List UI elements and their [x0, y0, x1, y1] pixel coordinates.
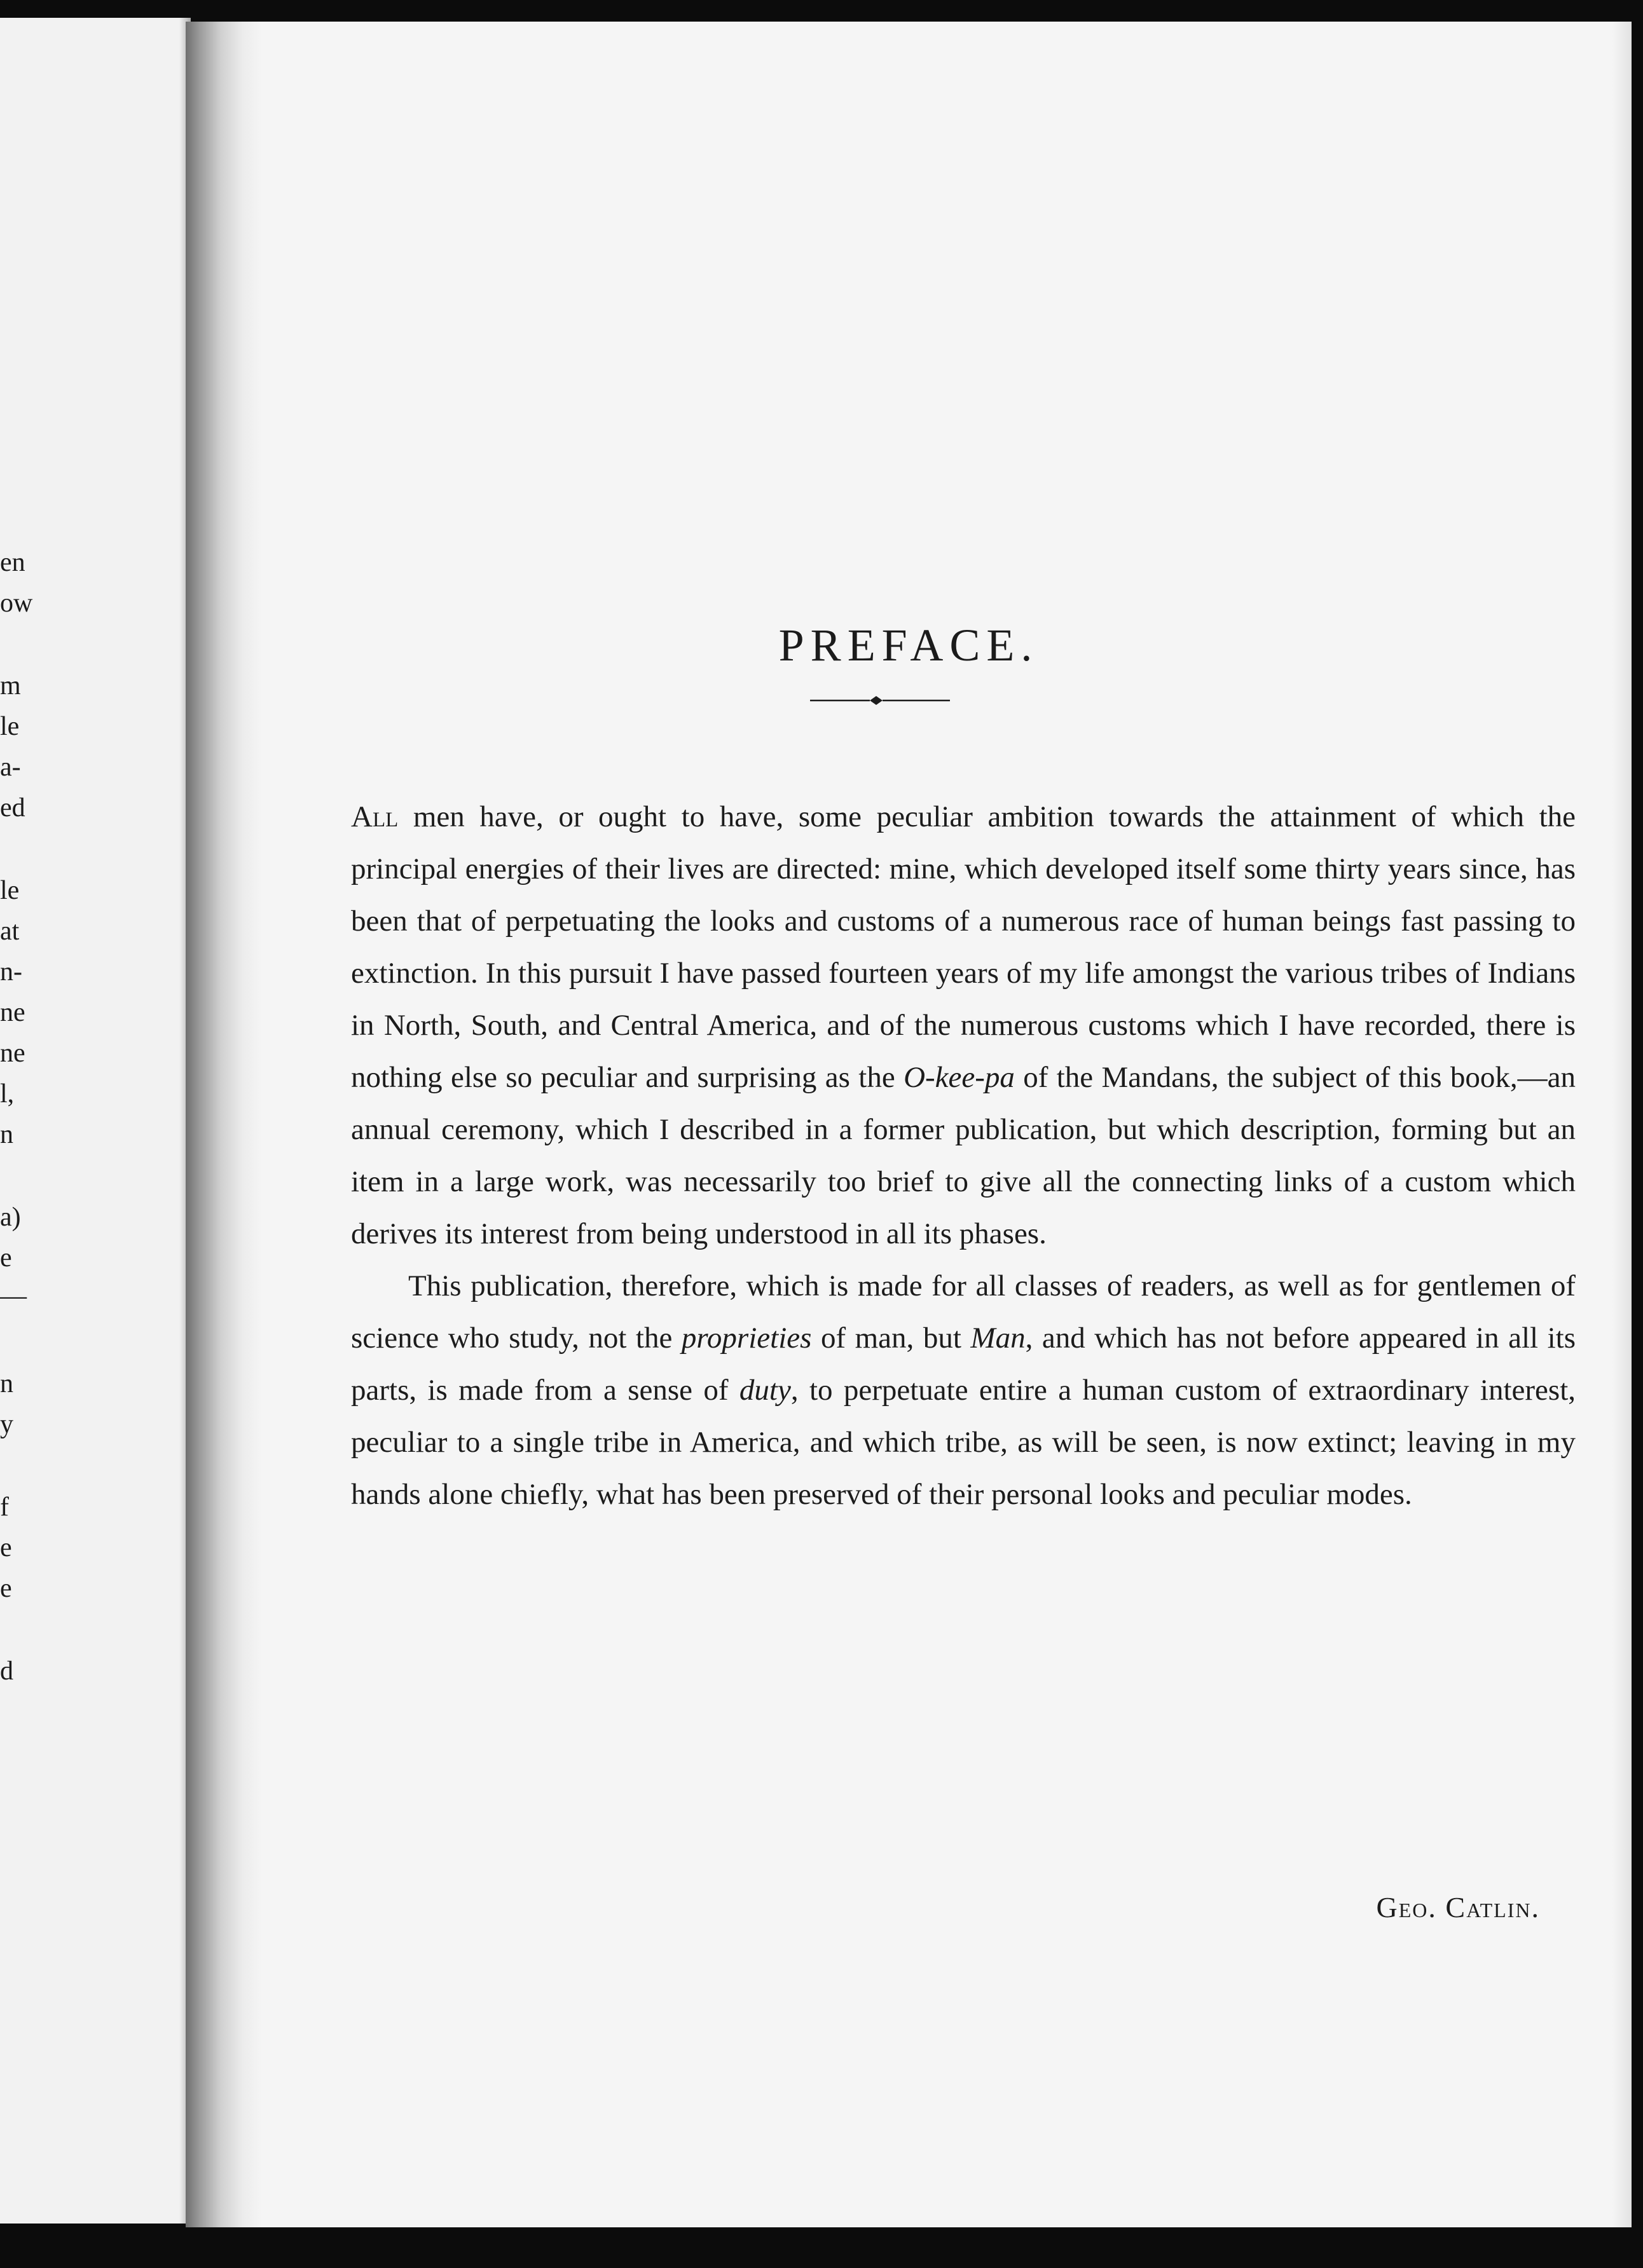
binding-shadow [186, 22, 262, 2227]
paragraph-text: , to perpetuate entire a human custom of extraordinary interest, peculiar to a single tribe in America, and which tribe, as will be seen, is now extinct; leaving in my hands alone chiefly, what has been preserved of their personal looks and peculiar modes. [351, 1374, 1576, 1511]
facing-page-fragment: ed [0, 793, 25, 823]
author-signature: Geo. Catlin. [1376, 1891, 1540, 1923]
facing-page-fragment: n- [0, 957, 22, 987]
paragraph [351, 1260, 1576, 1520]
facing-page-fragment: y [0, 1410, 13, 1439]
facing-page-fragment: m [0, 671, 21, 700]
facing-page-fragment: ne [0, 998, 25, 1027]
paragraph-text: of man, bu [820, 1322, 953, 1355]
paragraph-text: , and which has not before appeared in all its parts, is made from a sense of [351, 1322, 1576, 1407]
italic-term: duty [739, 1374, 791, 1407]
facing-page-fragment: ow [0, 589, 33, 618]
facing-page-fragment: e [0, 1243, 12, 1273]
facing-page-fragment: en [0, 548, 25, 577]
facing-page-fragment: d [0, 1657, 13, 1686]
facing-page-fragment: at [0, 917, 20, 946]
preface-body [351, 791, 1576, 1520]
facing-page-fragment: le [0, 712, 20, 741]
facing-page-fragment: a) [0, 1203, 21, 1232]
italic-term: Man [970, 1322, 1026, 1355]
paragraph-text: of the Mandans, the subject of this book,—an annual ceremony, which I described in a former publication, but which description, forming but an item in a large work, was necessarily too brief to give all the connecting links of a custom which derives its interest from being understood in all its phases. [351, 1061, 1576, 1250]
page-title: PREFACE. [778, 620, 1039, 671]
facing-page-fragment: ne [0, 1039, 25, 1068]
facing-page-fragment: e [0, 1574, 12, 1603]
facing-page-fragment: le [0, 876, 20, 905]
page-edge-shadow [1612, 22, 1632, 2227]
paragraph [351, 791, 1576, 1260]
paragraph-text: men have, or ought to have, some peculiar ambition towards the attainment of which the principal energies of their lives are directed: mine, which developed itself some thirty years since, has been that of perpetuating the looks and customs of a numerous race of human beings fast passing to extinction. In this pursuit I have passed fourteen years of my life amongst the various tribes of Indians in North, South, and Central America, and of the numerous customs which I have recorded, there is nothing else so peculiar and surprising as the [351, 800, 1576, 1094]
facing-page-fragment: — [0, 1281, 27, 1311]
facing-page-fragment: n [0, 1369, 13, 1398]
facing-page-edge [0, 18, 191, 2224]
lead-word: All [351, 800, 399, 833]
italic-term: O-kee-pa [904, 1061, 1015, 1094]
title-ornament [809, 693, 951, 708]
book-page [186, 22, 1632, 2227]
facing-page-fragment: l, [0, 1079, 15, 1109]
facing-page-fragment: a- [0, 753, 21, 782]
italic-term: proprieties [681, 1322, 812, 1355]
facing-page-fragment: n [0, 1120, 13, 1149]
paragraph-text: This publication, therefore, which is made for all classes of readers, as well as for gentlemen of science who study, not the [351, 1269, 1576, 1355]
facing-page-fragment: f [0, 1493, 9, 1522]
paragraph-text: t [952, 1322, 961, 1355]
facing-page-fragment: e [0, 1533, 12, 1562]
